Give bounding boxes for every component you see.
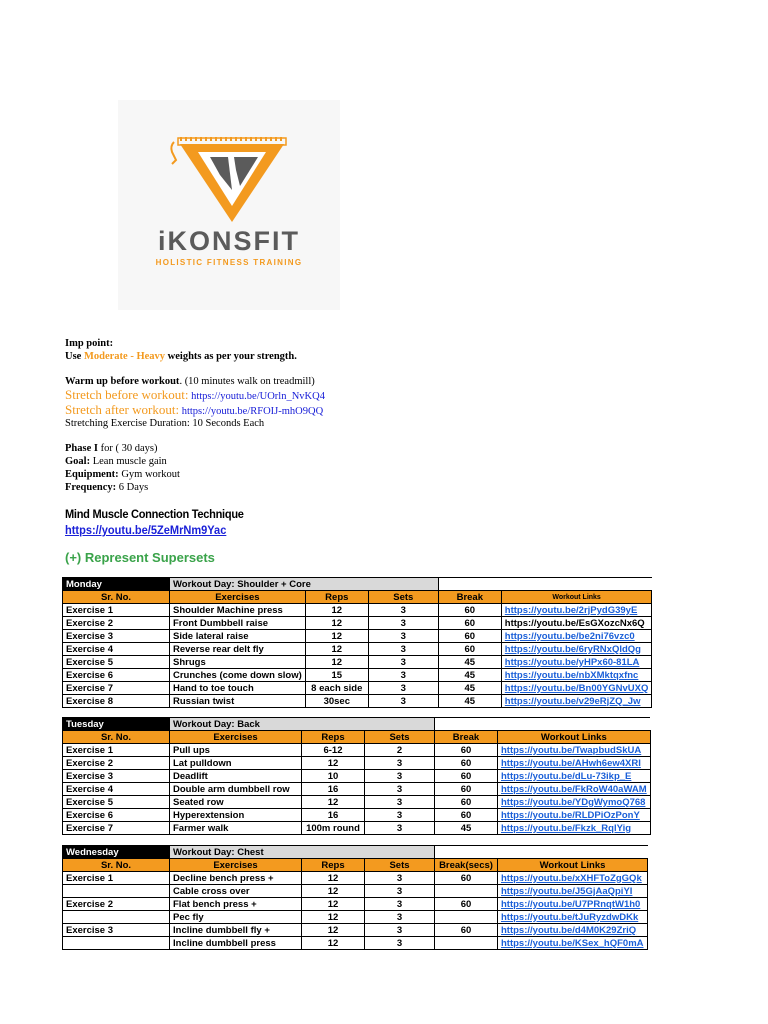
column-header: Sr. No. <box>63 731 170 744</box>
column-header: Workout Links <box>501 591 652 604</box>
sr-no-cell: Exercise 3 <box>63 630 170 643</box>
mind-muscle-link[interactable]: https://youtu.be/5ZeMrNm9Yac <box>65 523 227 537</box>
table-row <box>63 669 652 682</box>
break-cell: 60 <box>435 757 498 770</box>
exercise-cell: Cable cross over <box>170 885 302 898</box>
sr-no-cell: Exercise 6 <box>63 809 170 822</box>
reps-cell: 12 <box>302 872 365 885</box>
table-row <box>63 937 648 950</box>
table-row <box>63 872 648 885</box>
reps-cell: 8 each side <box>305 682 368 695</box>
exercise-cell: Seated row <box>170 796 302 809</box>
sets-cell: 3 <box>365 783 435 796</box>
sr-no-cell: Exercise 4 <box>63 643 170 656</box>
stretch-before: Stretch before workout: https://youtu.be/UOrln_NvKQ4 <box>65 387 325 402</box>
sr-no-cell <box>63 885 170 898</box>
table-row <box>63 630 652 643</box>
column-header: Workout Links <box>498 731 651 744</box>
sr-no-cell: Exercise 3 <box>63 770 170 783</box>
break-cell: 45 <box>435 822 498 835</box>
workout-link[interactable]: https://youtu.be/TwapbudSkUA <box>498 744 651 757</box>
column-header: Workout Links <box>498 859 648 872</box>
workout-link[interactable]: https://youtu.be/6ryRNxQldQg <box>501 643 652 656</box>
break-cell: 60 <box>435 809 498 822</box>
sr-no-cell: Exercise 2 <box>63 757 170 770</box>
sr-no-cell: Exercise 6 <box>63 669 170 682</box>
sets-cell: 3 <box>365 911 435 924</box>
table-row <box>63 656 652 669</box>
break-cell <box>435 911 498 924</box>
break-cell: 60 <box>438 604 501 617</box>
sets-cell: 3 <box>365 796 435 809</box>
workout-link[interactable]: https://youtu.be/v29eRjZQ_Jw <box>501 695 652 708</box>
sr-no-cell: Exercise 4 <box>63 783 170 796</box>
sr-no-cell: Exercise 7 <box>63 682 170 695</box>
break-cell: 60 <box>435 796 498 809</box>
workout-link[interactable]: https://youtu.be/KSex_hQF0mA <box>498 937 648 950</box>
break-cell: 60 <box>435 924 498 937</box>
day-row <box>63 718 651 731</box>
reps-cell: 16 <box>302 783 365 796</box>
brand-tagline: HOLISTIC FITNESS TRAINING <box>155 258 303 267</box>
sr-no-cell: Exercise 2 <box>63 617 170 630</box>
sets-cell: 3 <box>365 924 435 937</box>
reps-cell: 12 <box>305 656 368 669</box>
day-label: Tuesday <box>63 718 170 731</box>
reps-cell: 15 <box>305 669 368 682</box>
reps-cell: 10 <box>302 770 365 783</box>
column-header: Exercises <box>170 731 302 744</box>
column-header: Reps <box>302 859 365 872</box>
sr-no-cell: Exercise 1 <box>63 744 170 757</box>
sets-cell: 3 <box>368 656 438 669</box>
workout-day-label: Workout Day: Back <box>170 718 435 731</box>
break-cell: 60 <box>438 643 501 656</box>
ikonsfit-triangle-icon <box>168 130 290 225</box>
sr-no-cell <box>63 937 170 950</box>
sr-no-cell: Exercise 1 <box>63 604 170 617</box>
sets-cell: 2 <box>365 744 435 757</box>
workout-link[interactable]: https://youtu.be/xXHFToZgGQk <box>498 872 648 885</box>
workout-link[interactable]: https://youtu.be/be2ni76vzc0 <box>501 630 652 643</box>
exercise-cell: Side lateral raise <box>170 630 306 643</box>
workout-link[interactable]: https://youtu.be/dLu-73ikp_E <box>498 770 651 783</box>
sr-no-cell <box>63 911 170 924</box>
sets-cell: 3 <box>365 937 435 950</box>
workout-link[interactable]: https://youtu.be/FkRoW40aWAM <box>498 783 651 796</box>
table-row <box>63 783 651 796</box>
exercise-cell: Shrugs <box>170 656 306 669</box>
table-row <box>63 796 651 809</box>
blank-cell <box>438 578 652 591</box>
workout-link[interactable]: https://youtu.be/2rjPydG39yE <box>501 604 652 617</box>
exercise-cell: Crunches (come down slow) <box>170 669 306 682</box>
break-cell <box>435 937 498 950</box>
column-header: Break <box>438 591 501 604</box>
table-row <box>63 695 652 708</box>
table-row <box>63 604 652 617</box>
table-row <box>63 617 652 630</box>
table-row <box>63 744 651 757</box>
exercise-cell: Incline dumbbell fly + <box>170 924 302 937</box>
day-label: Monday <box>63 578 170 591</box>
table-row <box>63 911 648 924</box>
break-cell: 60 <box>438 630 501 643</box>
exercise-cell: Decline bench press + <box>170 872 302 885</box>
column-header: Sets <box>368 591 438 604</box>
stretch-after: Stretch after workout: https://youtu.be/RFOIJ-mhO9QQ <box>65 402 324 417</box>
phase: Phase I for ( 30 days) <box>65 443 158 454</box>
header-row <box>63 731 651 744</box>
workout-link[interactable]: https://youtu.be/J5GjAaQpiYI <box>498 885 648 898</box>
reps-cell: 12 <box>302 911 365 924</box>
workout-link[interactable]: https://youtu.be/tJuRyzdwDKk <box>498 911 648 924</box>
column-header: Break(secs) <box>435 859 498 872</box>
exercise-cell: Incline dumbbell press <box>170 937 302 950</box>
column-header: Sr. No. <box>63 859 170 872</box>
table-row <box>63 770 651 783</box>
exercise-cell: Hyperextension <box>170 809 302 822</box>
sr-no-cell: Exercise 5 <box>63 656 170 669</box>
exercise-cell: Hand to toe touch <box>170 682 306 695</box>
exercise-cell: Reverse rear delt fly <box>170 643 306 656</box>
column-header: Sets <box>365 859 435 872</box>
column-header: Exercises <box>170 591 306 604</box>
header-row <box>63 859 648 872</box>
table-row <box>63 643 652 656</box>
sets-cell: 3 <box>368 630 438 643</box>
exercise-cell: Pec fly <box>170 911 302 924</box>
header-row <box>63 591 652 604</box>
reps-cell: 16 <box>302 809 365 822</box>
table-row <box>63 885 648 898</box>
sr-no-cell: Exercise 7 <box>63 822 170 835</box>
reps-cell: 6-12 <box>302 744 365 757</box>
exercise-cell: Double arm dumbbell row <box>170 783 302 796</box>
day-label: Wednesday <box>63 846 170 859</box>
column-header: Break <box>435 731 498 744</box>
reps-cell: 12 <box>302 885 365 898</box>
sets-cell: 3 <box>368 695 438 708</box>
stretch-after-link[interactable]: https://youtu.be/RFOIJ-mhO9QQ <box>181 406 324 417</box>
break-cell: 45 <box>438 682 501 695</box>
reps-cell: 12 <box>305 604 368 617</box>
break-cell: 45 <box>438 695 501 708</box>
day-row <box>63 846 648 859</box>
break-cell: 60 <box>435 744 498 757</box>
stretch-before-link[interactable]: https://youtu.be/UOrln_NvKQ4 <box>191 391 325 402</box>
workout-link[interactable]: https://youtu.be/Fkzk_RqlYig <box>498 822 651 835</box>
table-row <box>63 809 651 822</box>
workout-link[interactable]: https://youtu.be/YDgWymoQ768 <box>498 796 651 809</box>
column-header: Exercises <box>170 859 302 872</box>
tuesday-table <box>62 717 651 835</box>
exercise-cell: Pull ups <box>170 744 302 757</box>
column-header: Reps <box>302 731 365 744</box>
sets-cell: 3 <box>365 885 435 898</box>
logo <box>118 100 340 310</box>
sets-cell: 3 <box>365 809 435 822</box>
monday-table <box>62 577 652 708</box>
break-cell <box>435 885 498 898</box>
sets-cell: 3 <box>365 822 435 835</box>
reps-cell: 30sec <box>305 695 368 708</box>
exercise-cell: Shoulder Machine press <box>170 604 306 617</box>
sr-no-cell: Exercise 8 <box>63 695 170 708</box>
blank-cell <box>435 846 648 859</box>
workout-link[interactable]: https://youtu.be/EsGXozcNx6Q <box>501 617 652 630</box>
supersets-note: (+) Represent Supersets <box>65 550 215 565</box>
sr-no-cell: Exercise 3 <box>63 924 170 937</box>
workout-link[interactable]: https://youtu.be/AHwh6ew4XRI <box>498 757 651 770</box>
workout-link[interactable]: https://youtu.be/d4M0K29ZriQ <box>498 924 648 937</box>
sets-cell: 3 <box>365 770 435 783</box>
reps-cell: 12 <box>302 796 365 809</box>
workout-link[interactable]: https://youtu.be/yHPx60-81LA <box>501 656 652 669</box>
goal: Goal: Lean muscle gain <box>65 456 167 467</box>
reps-cell: 12 <box>305 617 368 630</box>
break-cell: 45 <box>438 669 501 682</box>
sr-no-cell: Exercise 5 <box>63 796 170 809</box>
sets-cell: 3 <box>365 872 435 885</box>
blank-cell <box>435 718 651 731</box>
wednesday-table <box>62 845 648 950</box>
reps-cell: 12 <box>302 937 365 950</box>
reps-cell: 100m round <box>302 822 365 835</box>
sr-no-cell: Exercise 2 <box>63 898 170 911</box>
exercise-cell: Russian twist <box>170 695 306 708</box>
sets-cell: 3 <box>368 617 438 630</box>
table-row <box>63 924 648 937</box>
table-row <box>63 898 648 911</box>
reps-cell: 12 <box>305 643 368 656</box>
column-header: Sr. No. <box>63 591 170 604</box>
break-cell: 60 <box>435 770 498 783</box>
workout-link[interactable]: https://youtu.be/RLDPiOzPonY <box>498 809 651 822</box>
frequency: Frequency: 6 Days <box>65 482 149 493</box>
brand-name: iKONSFIT <box>158 226 300 256</box>
table-row <box>63 822 651 835</box>
day-row <box>63 578 652 591</box>
exercise-cell: Front Dumbbell raise <box>170 617 306 630</box>
imp-point: Imp point: <box>65 338 114 349</box>
sets-cell: 3 <box>365 898 435 911</box>
break-cell: 60 <box>435 783 498 796</box>
exercise-cell: Farmer walk <box>170 822 302 835</box>
weights-note: Use Moderate - Heavy weights as per your strength. <box>65 351 297 362</box>
table-row <box>63 682 652 695</box>
reps-cell: 12 <box>302 898 365 911</box>
reps-cell: 12 <box>302 924 365 937</box>
workout-link[interactable]: https://youtu.be/Bn00YGNvUXQ <box>501 682 652 695</box>
reps-cell: 12 <box>305 630 368 643</box>
sets-cell: 3 <box>368 669 438 682</box>
workout-day-label: Workout Day: Chest <box>170 846 435 859</box>
stretch-duration: Stretching Exercise Duration: 10 Seconds Each <box>65 418 265 429</box>
exercise-cell: Flat bench press + <box>170 898 302 911</box>
sets-cell: 3 <box>365 757 435 770</box>
column-header: Reps <box>305 591 368 604</box>
exercise-cell: Deadlift <box>170 770 302 783</box>
sets-cell: 3 <box>368 643 438 656</box>
warmup-note: Warm up before workout. (10 minutes walk on treadmill) <box>65 376 315 387</box>
sets-cell: 3 <box>368 604 438 617</box>
break-cell: 45 <box>438 656 501 669</box>
sr-no-cell: Exercise 1 <box>63 872 170 885</box>
mind-muscle-title: Mind Muscle Connection Technique <box>65 507 244 521</box>
break-cell: 60 <box>435 872 498 885</box>
workout-day-label: Workout Day: Shoulder + Core <box>170 578 439 591</box>
column-header: Sets <box>365 731 435 744</box>
break-cell: 60 <box>435 898 498 911</box>
break-cell: 60 <box>438 617 501 630</box>
workout-link[interactable]: https://youtu.be/nbXMktqxfnc <box>501 669 652 682</box>
workout-link[interactable]: https://youtu.be/U7PRnqtW1h0 <box>498 898 648 911</box>
equipment: Equipment: Gym workout <box>65 469 180 480</box>
reps-cell: 12 <box>302 757 365 770</box>
exercise-cell: Lat pulldown <box>170 757 302 770</box>
sets-cell: 3 <box>368 682 438 695</box>
table-row <box>63 757 651 770</box>
